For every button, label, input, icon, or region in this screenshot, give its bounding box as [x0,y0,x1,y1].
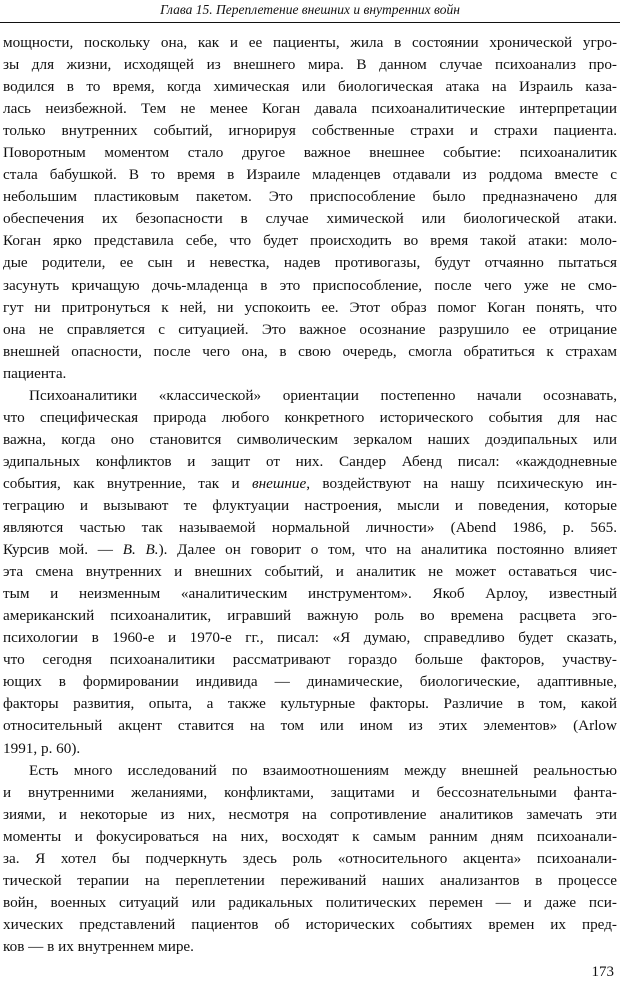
text-line [3,407,617,429]
text-line [3,649,617,671]
text-run: 1991, p. 60). [3,739,81,757]
text-run: стала бабушкой. В то время в Израиле младенцев отдавали из роддома вместе с [3,166,617,184]
text-line [3,32,617,54]
text-line [3,363,617,385]
text-line [3,451,617,473]
text-run: ющих в формировании индивида — динамические, биологические, адаптивные, [3,673,617,691]
text-line [3,98,617,120]
text-line [3,495,617,517]
text-line [3,914,617,936]
running-head: Глава 15. Переплетение внешних и внутренних войн [160,2,460,17]
text-line [3,738,617,760]
text-line [3,693,617,715]
text-run: факторы развития, опыта, а также культурные факторы. Различие в том, какой [3,695,617,713]
page-number: 173 [591,964,614,980]
paragraph [3,32,617,385]
text-run: обеспечения их безопасности в случае химической или биологической атаки. [3,210,617,228]
text-run: лась неизбежной. Тем не менее Коган давала психоаналитические интерпретации [3,100,617,118]
text-run: ков — в их внутреннем мире. [3,937,194,955]
text-run: американский психоаналитик, игравший важную роль во времена расцвета эго- [3,607,617,625]
text-run: тым и неизменным «аналитическим инструментом». Якоб Арлоу, известный [3,585,617,603]
italic-text: внешние [252,474,307,492]
text-line [3,870,617,892]
text-run: только внутренних событий, игнорируя собственные страхи и страхи пациента. [3,122,617,140]
text-run: важна, когда оно становится символическим зеркалом наших доэдипальных или [3,430,617,448]
text-run: относительный акцент ставится на том или ином из этих элементов» (Arlow [3,717,617,735]
text-line [3,275,617,297]
text-line [3,385,617,407]
text-line [3,561,617,583]
text-run: небольшим пластиковым пакетом. Это приспособление было предназначено для [3,188,617,206]
text-run: мощности, поскольку она, как и ее пациенты, жила в состоянии хронической угро- [3,34,617,51]
text-run: моменты и фокусироваться на них, восходят к самым ранним дням психоанали- [3,827,617,845]
text-run: она не справляется с ситуацией. Это важное осознание разрушило ее отрицание [3,320,617,338]
text-line [3,671,617,693]
text-line [3,429,617,451]
text-line [3,142,617,164]
text-run: водился в то время, когда химическая или биологическая атака на Израиль каза- [3,78,617,96]
paragraph [3,385,617,760]
text-line [3,297,617,319]
text-line [3,208,617,230]
text-line [3,605,617,627]
text-line [3,715,617,737]
text-run: теграцию и вызывают те флуктуации настроения, мысли и поведения, которые [3,496,617,514]
text-run: хических представлений пациентов об исторических событиях времен их пред- [3,915,617,933]
text-run: зиями, и некоторые из них, несмотря на сопротивление аналитиков замечать эти [3,805,617,823]
text-run: тической терапии на переплетении переживаний наших анализантов в процессе [3,871,617,889]
text-run: засунуть кричащую дочь-младенца в это приспособление, после чего уже не смо- [3,276,617,294]
text-line [3,54,617,76]
text-line [3,517,617,539]
text-run: эта смена внутренних и внешних событий, и аналитик не может оставаться чис- [3,563,617,581]
text-run: внешней опасности, после чего она, в свою очередь, смогла обратиться к страхам [3,342,617,360]
text-run: эдипальных конфликтов и защит от них. Сандер Абенд писал: «каждодневные [3,452,617,470]
text-run: Коган ярко представила себе, что будет происходить во время такой атаки: моло- [3,232,617,250]
paragraph [3,760,617,958]
text-line [3,892,617,914]
text-run: войн, военных ситуаций или радикальных политических перемен — и даже пси- [3,893,617,911]
text-line [3,252,617,274]
text-run: что специфическая природа любого конкретного исторического события для нас [3,408,617,426]
text-line [3,848,617,870]
text-line [3,583,617,605]
text-run: ). Далее он говорит о том, что на аналитика постоянно влияет [158,541,617,559]
text-run: пациента. [3,364,67,382]
text-line [3,804,617,826]
body-text [3,32,617,958]
text-run: гут ни притронуться к ней, ни успокоить ее. Этот образ помог Коган понять, что [3,298,617,316]
text-line [3,341,617,363]
text-run: за. Я хотел бы подчеркнуть здесь роль «относительного акцента» психоанали- [3,849,617,867]
text-run: зы для жизни, исходящей из внешнего мира. В данном случае психоанализ про- [3,56,617,74]
text-line [3,120,617,142]
text-line [3,473,617,495]
text-line [3,782,617,804]
text-run: психологии в 1960-е и 1970-е гг., писал: «Я думаю, справедливо будет сказать, [3,629,617,647]
text-run: события, как внутренние, так и [3,474,253,492]
text-run: являются частью так называемой нормальной личности» (Abend 1986, p. 565. [3,519,617,537]
text-run: Психоаналитики «классической» ориентации постепенно начали осознавать, [29,386,617,404]
text-line [3,319,617,341]
text-run: Поворотным моментом стало другое важное внешнее событие: психоаналитик [3,144,617,162]
text-line [3,826,617,848]
text-run: что сегодня психоаналитики рассматривают гораздо больше факторов, участву- [3,651,617,669]
italic-text: В. В. [122,541,159,559]
text-line [3,760,617,782]
text-run: дые родители, ее сын и невестка, надев противогазы, будут отчаянно пытаться [3,254,617,272]
text-line [3,76,617,98]
text-line [3,627,617,649]
header-rule [0,22,620,23]
text-run: и внутренними желаниями, конфликтами, защитами и бессознательными фанта- [3,783,617,801]
text-line [3,539,617,561]
text-line [3,164,617,186]
text-run: , воздействуют на нашу психическую ин- [306,474,618,492]
text-line [3,230,617,252]
text-line [3,936,617,958]
text-run: Есть много исследований по взаимоотношениям между внешней реальностью [29,761,617,779]
text-line [3,186,617,208]
text-run: Курсив мой. — [3,541,123,559]
